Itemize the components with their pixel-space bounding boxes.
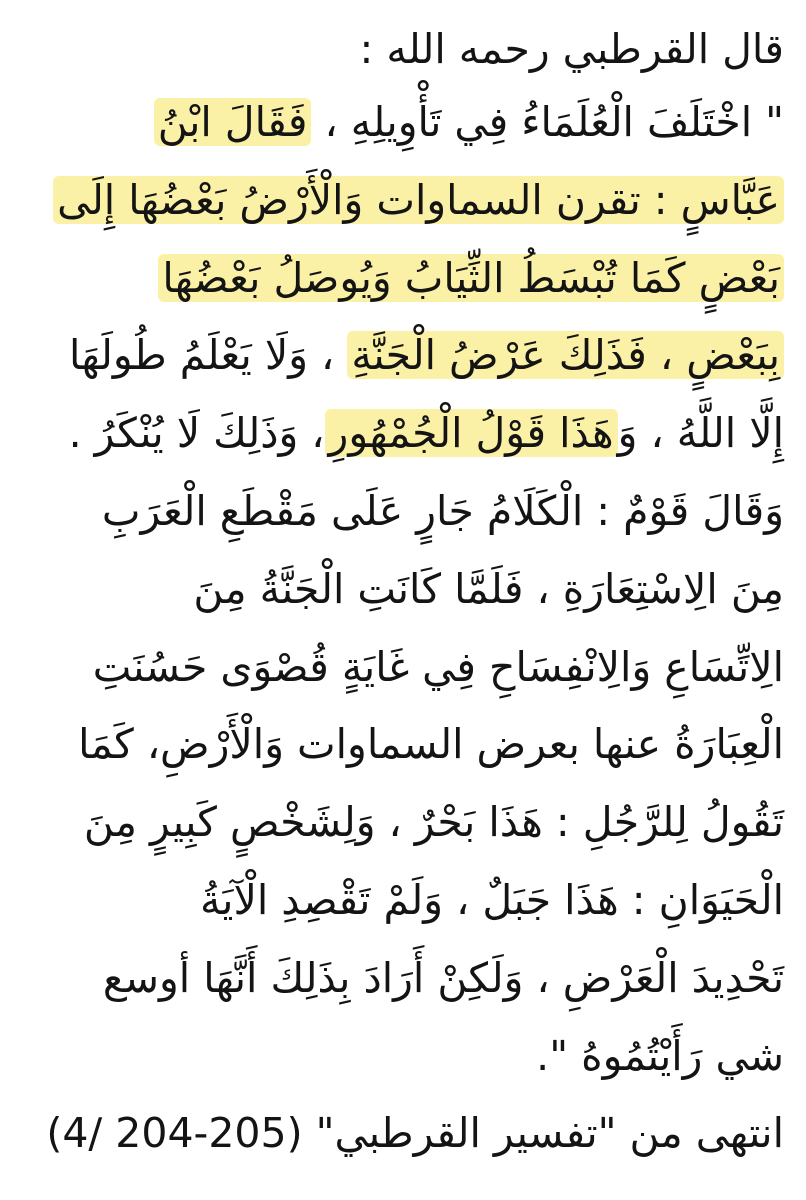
text-segment: ، وَذَلِكَ لَا يُنْكَرُ . [68,409,325,458]
text-segment: مِنَ الِاسْتِعَارَةِ ، فَلَمَّا كَانَتِ الْجَنَّةُ مِنَ [193,564,784,613]
text-segment: شي رَأَيْتُمُوهُ ". [536,1031,784,1080]
text-line [14,84,784,162]
highlighted-text: فَقَالَ ابْنُ [154,98,312,146]
text-line [14,551,784,629]
text-line [14,473,784,551]
text-segment: قال القرطبي رحمه الله : [359,25,784,73]
source-prefix: انتهى من "تفسير القرطبي" [302,1109,784,1158]
text-line [14,395,784,473]
text-line [14,940,784,1018]
text-line [14,706,784,784]
text-line [14,784,784,862]
text-line [14,162,784,240]
text-line [14,629,784,707]
source-citation: (4/ 204-205) [46,1109,303,1158]
text-line [14,1018,784,1096]
highlighted-text: عَبَّاسٍ : تقرن السماوات وَالْأَرْضُ بَعْضُهَا إِلَى [53,176,784,224]
text-segment: الْعِبَارَةُ عنها بعرض السماوات وَالْأَرْضِ، كَمَا [78,720,784,769]
text-segment: تَقُولُ لِلرَّجُلِ : هَذَا بَحْرٌ ، وَلِشَخْصٍ كَبِيرٍ مِنَ [83,798,784,847]
source-citation-line [14,1095,784,1173]
text-segment: إِلَّا اللَّهُ ، وَ [617,409,784,458]
text-segment: " اخْتَلَفَ الْعُلَمَاءُ فِي تَأْوِيلِهِ ، [311,98,784,146]
text-segment: تَحْدِيدَ الْعَرْضِ ، وَلَكِنْ أَرَادَ بِذَلِكَ أَنَّهَا أوسع [102,953,784,1002]
text-segment: الْحَيَوَانِ : هَذَا جَبَلٌ ، وَلَمْ تَقْصِدِ الْآيَةُ [200,875,784,924]
text-line [14,240,784,318]
text-line [14,14,784,84]
text-segment: الِاتِّسَاعِ وَالِانْفِسَاحِ فِي غَايَةٍ قُصْوَى حَسُنَتِ [92,642,784,691]
highlighted-text: بِبَعْضٍ ، فَذَلِكَ عَرْضُ الْجَنَّةِ [347,331,784,379]
text-line [14,317,784,395]
highlighted-text: هَذَا قَوْلُ الْجُمْهُورِ [325,409,618,457]
document-text [14,14,784,1173]
text-line [14,862,784,940]
text-segment: وَقَالَ قَوْمٌ : الْكَلَامُ جَارٍ عَلَى مَقْطَعِ الْعَرَبِ [101,486,784,535]
text-segment: ، وَلَا يَعْلَمُ طُولَهَا [69,331,348,380]
highlighted-text: بَعْضٍ كَمَا تُبْسَطُ الثِّيَابُ وَيُوصَلُ بَعْضُهَا [158,254,784,302]
